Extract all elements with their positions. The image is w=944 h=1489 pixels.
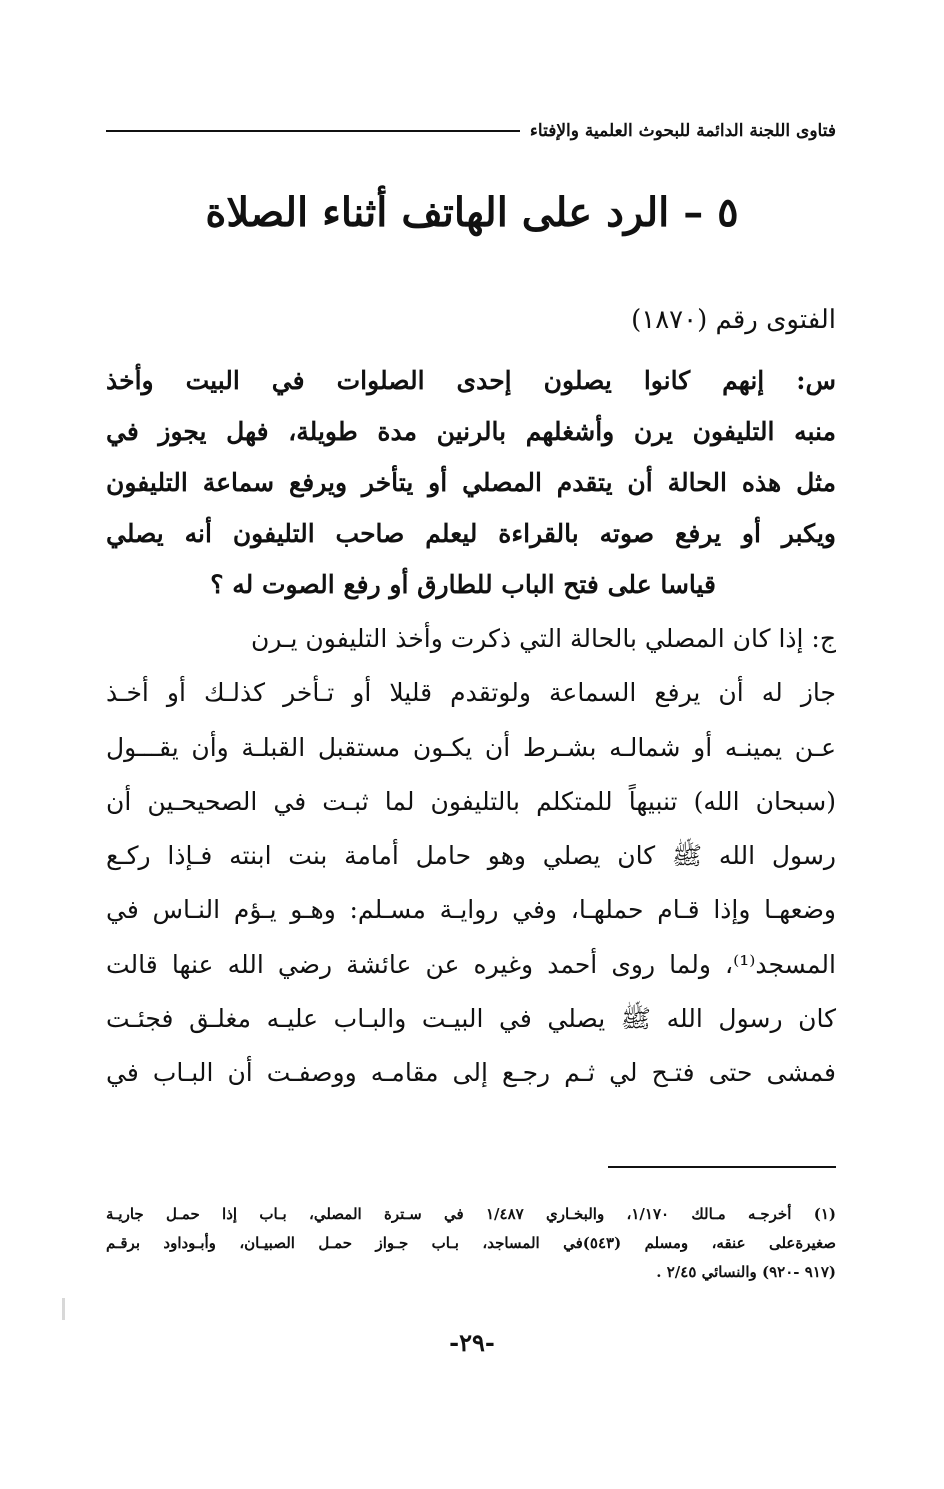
footnote-block (106, 1200, 836, 1287)
question-line: ويكبر أو يرفع صوته بالقراءة ليعلم صاحب التليفون أنه يصلي (106, 519, 836, 548)
header-rule (106, 130, 520, 132)
fatwa-number: الفتوى رقم (١٨٧٠) (631, 305, 836, 335)
answer-line: ج: إذا كان المصلي بالحالة التي ذكرت وأخذ التليفون يـرن (251, 624, 836, 653)
answer-line: (سبحان الله) تنبيهاً للمتكلم بالتليفون لما ثبـت في الصحيحـين أن (106, 786, 836, 816)
scan-artifact (62, 1298, 65, 1320)
answer-line: جاز له أن يرفع السماعة ولوتقدم قليلا أو تـأخر كذلـك أو أخـذ (106, 678, 836, 708)
answer-line: رسول الله ﷺ كان يصلي وهو حامل أمامة بنت ابنته فـإذا ركـع (106, 841, 836, 871)
running-title: فتاوى اللجنة الدائمة للبحوث العلمية والإفتاء (529, 121, 836, 141)
running-header (106, 116, 836, 146)
footnote-line: (١) أخرجـه مـالك ١/١٧٠، والبخـاري ١/٤٨٧ في سـترة المصلي، بـاب إذا حمـل جاريـة (106, 1205, 836, 1223)
question-line: س: إنهم كانوا يصلون إحدى الصلوات في البيت وأخذ (106, 366, 836, 395)
answer-line: عـن يمينـه أو شمالـه بشـرط أن يكـون مستقبل القبلـة وأن يقـــول (106, 732, 836, 762)
chapter-title: ٥ – الرد على الهاتف أثناء الصلاة (205, 189, 739, 236)
answer-line: فمشى حتى فتـح لي ثـم رجـع إلى مقامـه ووصفـت أن البـاب في (106, 1058, 836, 1088)
question-line: قياسا على فتح الباب للطارق أو رفع الصوت له ؟ (210, 570, 716, 599)
question-line: مثل هذه الحالة أن يتقدم المصلي أو يتأخر ويرفع سماعة التليفون (106, 468, 836, 497)
answer-line: كان رسول الله ﷺ يصلي في البيـت والبـاب عليـه مغلـق فجئـت (106, 1004, 836, 1034)
footnote-line: صغيرةعلى عنقه، ومسلم (٥٤٣)في المساجد، بـاب جـواز حمـل الصبيـان، وأبـوداود برقـم (106, 1234, 836, 1252)
footnote-line: (٩١٧ -٩٢٠) والنسائي ٢/٤٥ . (656, 1263, 836, 1281)
question-block (106, 355, 836, 610)
page-number: -٢٩- (449, 1328, 495, 1357)
footnote-rule (608, 1166, 836, 1168)
answer-line: المسجد⁽¹⁾، ولما روى أحمد وغيره عن عائشة رضي الله عنها قالت (106, 949, 836, 979)
answer-block (106, 612, 836, 1101)
answer-line: وضعهـا وإذا قـام حملهـا، وفي روايـة مسـلم: وهـو يـؤم النـاس في (106, 895, 836, 925)
question-line: منبه التليفون يرن وأشغلهم بالرنين مدة طويلة، فهل يجوز في (106, 417, 836, 446)
